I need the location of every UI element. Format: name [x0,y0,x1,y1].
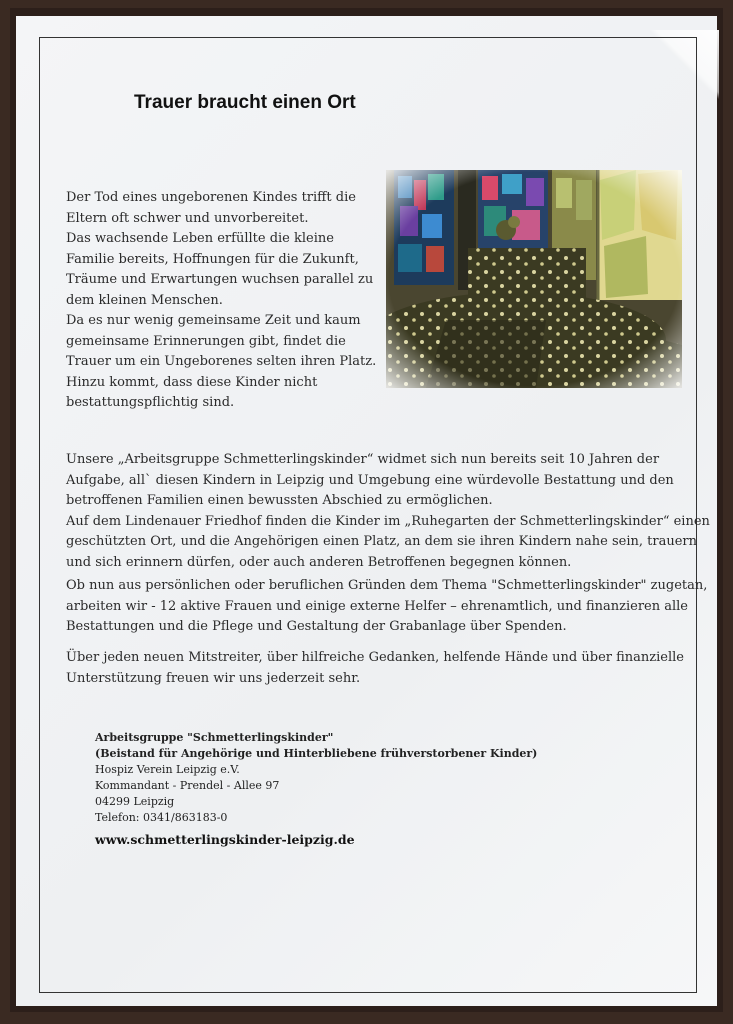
contact-subtitle: (Beistand für Angehörige und Hinterbliebene frühverstorbener Kinder) [95,747,538,760]
intro-line: dem kleinen Menschen. [66,292,223,308]
contact-street: Kommandant - Prendel - Allee 97 [95,779,280,792]
paragraph-line: Auf dem Lindenauer Friedhof finden die Kinder im „Ruhegarten der Schmetterlingskinder“ einen [66,513,710,529]
contact-city: 04299 Leipzig [95,795,175,808]
paragraph-line: betroffenen Familien einen bewussten Abschied zu ermöglichen. [66,493,493,508]
paragraph-line: Unsere „Arbeitsgruppe Schmetterlingskinder“ widmet sich nun bereits seit 10 Jahren der [66,452,660,467]
paragraph-working-group [66,450,710,573]
contact-block [95,730,537,826]
intro-line: Hinzu kommt, dass diese Kinder nicht [66,374,318,390]
contact-phone: Telefon: 0341/863183-0 [95,811,228,824]
contact-org: Arbeitsgruppe "Schmetterlingskinder" [95,731,334,744]
website-url: www.schmetterlingskinder-leipzig.de [95,832,355,847]
intro-line: bestattungspflichtig sind. [66,395,235,410]
intro-line: Familie bereits, Hoffnungen für die Zukunft, [66,251,359,267]
paragraph-line: arbeiten wir - 12 aktive Frauen und einige externe Helfer – ehrenamtlich, und finanzieren alle [66,598,689,614]
intro-line: Der Tod eines ungeborenen Kindes trifft die [66,190,356,205]
intro-text [66,188,376,414]
poster-title: Trauer braucht einen Ort [134,92,356,113]
paragraph-line: Unterstützung freuen wir uns jederzeit sehr. [66,670,361,686]
intro-line: Das wachsende Leben erfüllte die kleine [66,231,334,246]
paragraph-line: Aufgabe, all` diesen Kindern in Leipzig und Umgebung eine würdevolle Bestattung und den [66,472,674,488]
paragraph-line: Ob nun aus persönlichen oder beruflichen Gründen dem Thema "Schmetterlingskinder" zugetan, [66,578,708,593]
intro-line: gemeinsame Erinnerungen gibt, findet die [66,333,346,349]
paragraph-line: Über jeden neuen Mitstreiter, über hilfreiche Gedanken, helfende Hände und über finanzielle [66,650,684,665]
memorial-photo-illustration [386,170,682,388]
contact-association: Hospiz Verein Leipzig e.V. [95,763,240,776]
paragraph-volunteers [66,576,708,638]
intro-line: Eltern oft schwer und unvorbereitet. [66,210,309,226]
intro-line: Träume und Erwartungen wuchsen parallel zu [66,272,374,287]
intro-line: Trauer um ein Ungeborenes selten ihren Platz. [66,354,377,369]
paragraph-line: Bestattungen und die Pflege und Gestaltung der Grabanlage über Spenden. [66,619,567,634]
paragraph-support [66,648,684,689]
paragraph-line: und sich erinnern dürfen, oder auch anderen Betroffenen begegnen können. [66,554,572,570]
paragraph-line: geschützten Ort, und die Angehörigen einen Platz, an dem sie ihren Kindern nahe sein, trauern [66,534,697,549]
memorial-photo [386,170,682,388]
intro-line: Da es nur wenig gemeinsame Zeit und kaum [66,313,361,328]
